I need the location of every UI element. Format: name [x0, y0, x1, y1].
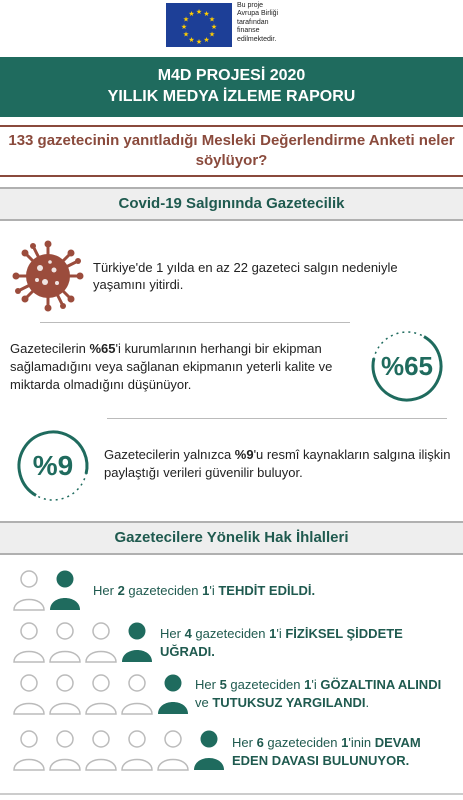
violation-row-custody: [0, 672, 463, 728]
eu-flag-icon: [166, 3, 232, 47]
percent-9-badge: [14, 427, 92, 505]
person-outline-icon: [156, 728, 190, 772]
highlight: DEVAM EDEN DAVASI BULUNUYOR.: [232, 735, 421, 768]
person-outline-icon: [120, 728, 154, 772]
highlight: TEHDİT EDİLDİ.: [218, 583, 316, 598]
text: Her: [195, 677, 220, 692]
violation-text: [195, 676, 457, 712]
svg-text:★: ★: [203, 10, 210, 18]
percent-65-label: %65: [380, 351, 434, 381]
svg-text:★: ★: [195, 38, 203, 46]
eu-funding-header: [0, 0, 463, 52]
fact-text: Gazetecilerin yalnızca: [104, 447, 235, 462]
title-line-2: YILLIK MEDYA İZLEME RAPORU: [107, 88, 356, 105]
fact-deaths: Türkiye'de 1 yılda en az 22 gazeteci salgın nedeniyle yaşamını yitirdi.: [93, 260, 398, 292]
violation-text: [232, 734, 452, 770]
person-outline-icon: [48, 672, 82, 716]
eu-line: Avrupa Birliği: [237, 10, 279, 18]
text: 'i: [311, 677, 321, 692]
text: gazeteciden: [226, 677, 305, 692]
person-filled-icon: [156, 672, 190, 716]
survey-question: 133 gazetecinin yanıtladığı Mesleki Değerlendirme Anketi neler söylüyor?: [0, 125, 463, 177]
bottom-divider: [0, 793, 463, 795]
text: .: [365, 695, 370, 710]
number: 6: [256, 735, 264, 750]
report-title: [0, 57, 463, 117]
eu-line: tarafından: [237, 18, 269, 26]
violation-row-threat: [0, 568, 463, 624]
person-outline-icon: [84, 620, 118, 664]
person-filled-icon: [48, 568, 82, 612]
person-outline-icon: [120, 672, 154, 716]
text: gazeteciden: [191, 626, 270, 641]
person-filled-icon: [192, 728, 226, 772]
person-outline-icon: [48, 728, 82, 772]
fact-text: 'i kurumlarının herhangi bir ekipman sağlamadığını veya sağlanan ekipmanın yeterli kalite ve miktarda olmadığını düşünüyor.: [10, 341, 333, 392]
number: 1: [202, 583, 210, 598]
percent-65-badge: [368, 327, 446, 405]
svg-text:★: ★: [188, 36, 195, 44]
person-outline-icon: [12, 620, 46, 664]
number: 2: [117, 583, 125, 598]
person-filled-icon: [120, 620, 154, 664]
eu-funding-text: [237, 2, 307, 44]
violation-row-case: [0, 728, 463, 784]
violation-row-violence: [0, 620, 463, 676]
fact-equipment: [10, 340, 360, 394]
svg-text:★: ★: [208, 15, 216, 24]
eu-line: edilmektedir.: [237, 35, 277, 43]
highlight: TUTUKSUZ YARGILANDI: [212, 695, 366, 710]
svg-text:★: ★: [180, 23, 188, 31]
svg-text:★: ★: [208, 30, 216, 39]
text: 'i: [209, 583, 219, 598]
text: gazeteciden: [263, 735, 342, 750]
virus-icon: [12, 240, 84, 312]
percent-9-label: %9: [32, 450, 74, 481]
svg-text:★: ★: [182, 15, 190, 24]
divider: [40, 322, 350, 323]
eu-line: Bu proje: [237, 2, 264, 9]
svg-text:★: ★: [203, 36, 210, 44]
svg-text:★: ★: [210, 23, 218, 31]
svg-text:★: ★: [195, 8, 203, 16]
person-outline-icon: [84, 672, 118, 716]
fact-trust: [104, 446, 454, 482]
violation-text: [160, 625, 420, 661]
number: 1: [341, 735, 349, 750]
violation-text: [93, 582, 453, 600]
person-outline-icon: [12, 672, 46, 716]
fact-percent: %9: [234, 447, 254, 462]
person-outline-icon: [12, 728, 46, 772]
text: ve: [195, 695, 213, 710]
number: 4: [184, 626, 192, 641]
text: 'i: [276, 626, 286, 641]
highlight: FİZİKSEL ŞİDDETE UĞRADI.: [160, 626, 403, 659]
section-heading-covid: Covid-19 Salgınında Gazetecilik: [0, 187, 463, 221]
text: Her: [232, 735, 257, 750]
text: gazeteciden: [124, 583, 203, 598]
number: 1: [304, 677, 312, 692]
person-outline-icon: [12, 568, 46, 612]
section-heading-rights: Gazetecilere Yönelik Hak İhlalleri: [0, 521, 463, 555]
person-outline-icon: [84, 728, 118, 772]
eu-line: finanse: [237, 27, 260, 35]
divider: [107, 418, 447, 419]
number: 5: [219, 677, 227, 692]
number: 1: [269, 626, 277, 641]
highlight: GÖZALTINA ALINDI: [320, 677, 442, 692]
svg-text:★: ★: [188, 10, 195, 18]
fact-percent: %65: [89, 341, 116, 356]
svg-text:★: ★: [182, 30, 190, 39]
text: Her: [93, 583, 118, 598]
fact-text: Gazetecilerin: [10, 341, 90, 356]
text: 'inin: [348, 735, 375, 750]
fact-text: 'u resmî kaynakların salgına ilişkin paylaştığı verileri güvenilir buluyor.: [104, 447, 451, 480]
person-outline-icon: [48, 620, 82, 664]
text: Her: [160, 626, 185, 641]
title-line-1: M4D PROJESİ 2020: [157, 67, 306, 84]
